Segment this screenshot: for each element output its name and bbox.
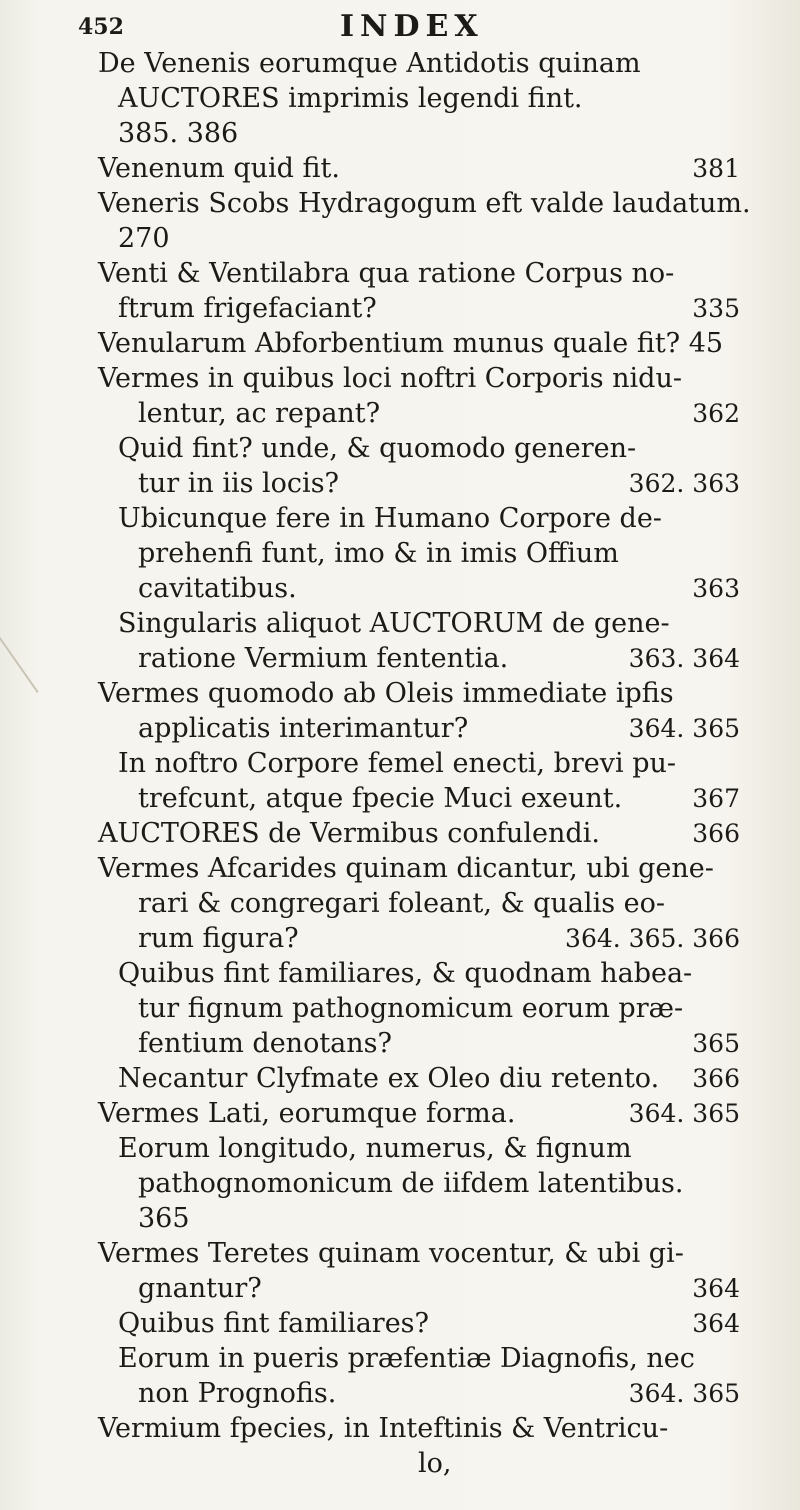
index-entry bbox=[0, 151, 800, 186]
entry-text: Ubicunque fere in Humano Corpore de- bbox=[118, 503, 662, 534]
entry-text: AUCTORES de Vermibus confulendi. bbox=[98, 818, 600, 849]
page-header bbox=[0, 10, 800, 44]
entry-text: Singularis aliquot AUCTORUM de gene- bbox=[118, 608, 670, 639]
page-ref: 365 bbox=[692, 1029, 740, 1058]
index-entry bbox=[0, 1236, 800, 1306]
entry-text: rari & congregari foleant, & qualis eo- bbox=[138, 888, 666, 919]
page-ref: 385. 386 bbox=[118, 118, 239, 149]
entry-text: Eorum longitudo, numerus, & fignum bbox=[118, 1133, 632, 1164]
entry-text: Venti & Ventilabra qua ratione Corpus no- bbox=[98, 258, 675, 289]
entry-text: Quibus fint familiares, & quodnam habea- bbox=[118, 958, 693, 989]
index-entry bbox=[0, 186, 800, 256]
entry-text: Quid fint? unde, & quomodo generen- bbox=[118, 433, 637, 464]
page-ref: 364. 365 bbox=[628, 1099, 740, 1128]
page-ref: 270 bbox=[118, 223, 170, 254]
page-ref: 364. 365 bbox=[628, 1379, 740, 1408]
entry-text: Veneris Scobs Hydragogum eft valde laudatum. bbox=[98, 188, 751, 219]
index-entry bbox=[0, 606, 800, 676]
entry-text: tur in iis locis? bbox=[138, 468, 340, 499]
entry-text: ratione Vermium fententia. bbox=[138, 643, 509, 674]
page-ref: 364 bbox=[692, 1309, 740, 1338]
page-ref: 364. 365. 366 bbox=[565, 924, 740, 953]
entry-text: Vermium fpecies, in Inteftinis & Ventricu- bbox=[98, 1413, 669, 1444]
page-ref: 366 bbox=[692, 1064, 740, 1093]
index-entry bbox=[0, 256, 800, 326]
page-ref: 362 bbox=[692, 399, 740, 428]
page-ref: 362. 363 bbox=[628, 469, 740, 498]
page-ref: 363 bbox=[692, 574, 740, 603]
index-entry-list bbox=[0, 46, 800, 1481]
entry-text: Necantur Clyfmate ex Oleo diu retento. bbox=[118, 1063, 660, 1094]
entry-text: Vermes Lati, eorumque forma. bbox=[98, 1098, 516, 1129]
entry-text: Vermes Teretes quinam vocentur, & ubi gi- bbox=[98, 1238, 684, 1269]
index-entry bbox=[0, 956, 800, 1061]
index-entry bbox=[0, 1306, 800, 1341]
index-entry bbox=[0, 1131, 800, 1236]
entry-text: gnantur? bbox=[138, 1273, 262, 1304]
index-entry bbox=[0, 816, 800, 851]
index-entry bbox=[0, 746, 800, 816]
entry-text: Vermes in quibus loci noftri Corporis nidu- bbox=[98, 363, 682, 394]
entry-text: Vermes quomodo ab Oleis immediate ipfis bbox=[98, 678, 674, 709]
entry-text: pathognomonicum de iifdem latentibus. bbox=[138, 1168, 684, 1199]
entry-text: De Venenis eorumque Antidotis quinam bbox=[98, 48, 641, 79]
entry-text: cavitatibus. bbox=[138, 573, 297, 604]
index-entry bbox=[0, 1411, 800, 1481]
entry-text: lentur, ac repant? bbox=[138, 398, 381, 429]
entry-text: rum figura? bbox=[138, 923, 299, 954]
entry-text: Venenum quid fit. bbox=[98, 153, 340, 184]
running-title: INDEX bbox=[340, 9, 484, 44]
page-number: 452 bbox=[78, 14, 124, 40]
index-entry bbox=[0, 431, 800, 501]
page-ref: 365 bbox=[138, 1203, 190, 1234]
entry-text: trefcunt, atque fpecie Muci exeunt. bbox=[138, 783, 623, 814]
entry-text: Quibus fint familiares? bbox=[118, 1308, 430, 1339]
page-ref: 367 bbox=[692, 784, 740, 813]
page-ref: 366 bbox=[692, 819, 740, 848]
index-entry bbox=[0, 326, 800, 361]
entry-text: AUCTORES imprimis legendi fint. bbox=[118, 83, 583, 114]
entry-text: applicatis interimantur? bbox=[138, 713, 469, 744]
page-ref: 364. 365 bbox=[628, 714, 740, 743]
entry-text: In noftro Corpore femel enecti, brevi pu- bbox=[118, 748, 677, 779]
entry-text: Venularum Abforbentium munus quale fit? 45 bbox=[98, 328, 724, 359]
index-entry bbox=[0, 1096, 800, 1131]
entry-text: Eorum in pueris præfentiæ Diagnofis, nec bbox=[118, 1343, 695, 1374]
entry-text: non Prognofis. bbox=[138, 1378, 337, 1409]
entry-text: ftrum frigefaciant? bbox=[118, 293, 377, 324]
entry-text: lo, bbox=[418, 1448, 452, 1479]
entry-text: Vermes Afcarides quinam dicantur, ubi gene- bbox=[98, 853, 714, 884]
entry-text: tur fignum pathognomicum eorum præ- bbox=[138, 993, 684, 1024]
index-entry bbox=[0, 46, 800, 151]
page-ref: 381 bbox=[692, 154, 740, 183]
entry-text: prehenfi funt, imo & in imis Offium bbox=[138, 538, 619, 569]
entry-text: fentium denotans? bbox=[138, 1028, 392, 1059]
index-entry bbox=[0, 676, 800, 746]
index-entry bbox=[0, 1341, 800, 1411]
index-entry bbox=[0, 361, 800, 431]
index-entry bbox=[0, 501, 800, 606]
index-entry bbox=[0, 1061, 800, 1096]
page-ref: 364 bbox=[692, 1274, 740, 1303]
index-entry bbox=[0, 851, 800, 956]
page-ref: 335 bbox=[692, 294, 740, 323]
page-ref: 363. 364 bbox=[628, 644, 740, 673]
